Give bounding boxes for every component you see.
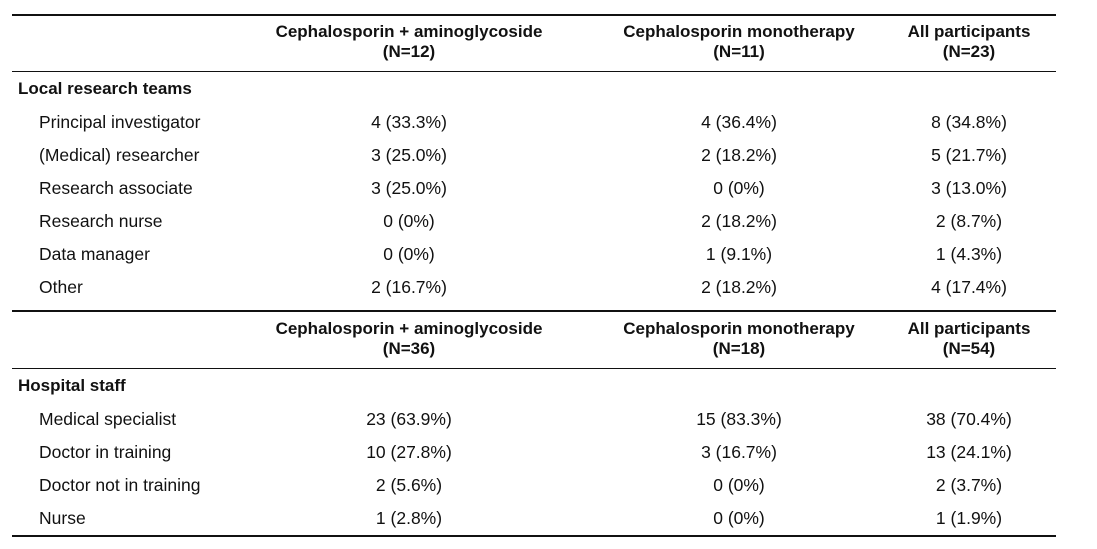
row-value: 1 (4.3%) — [935, 244, 1003, 264]
row-value: 3 (25.0%) — [371, 145, 447, 165]
row-value: 23 (63.9%) — [366, 409, 452, 429]
table-row — [12, 139, 1056, 172]
row-value: 4 (36.4%) — [701, 112, 777, 132]
row-value: 2 (18.2%) — [701, 145, 777, 165]
table-row — [12, 172, 1056, 205]
table-row — [12, 271, 1056, 304]
row-value: 2 (5.6%) — [375, 475, 443, 495]
row-label: Medical specialist — [39, 409, 177, 429]
row-value: 0 (0%) — [383, 244, 435, 264]
table-row — [12, 469, 1056, 502]
row-value: 2 (3.7%) — [935, 475, 1003, 495]
row-value: 0 (0%) — [713, 508, 765, 528]
header-n: (N=11) — [713, 42, 765, 61]
row-value: 5 (21.7%) — [931, 145, 1007, 165]
row-value: 1 (1.9%) — [935, 508, 1003, 528]
row-value: 1 (9.1%) — [705, 244, 773, 264]
row-value: 8 (34.8%) — [931, 112, 1007, 132]
table-row — [12, 403, 1056, 436]
row-label: Research associate — [39, 178, 193, 198]
row-label: (Medical) researcher — [39, 145, 200, 165]
bottom-rule — [12, 535, 1056, 537]
header-name: All participants — [907, 319, 1031, 338]
row-value: 1 (2.8%) — [375, 508, 443, 528]
row-value: 3 (25.0%) — [371, 178, 447, 198]
table-row — [12, 205, 1056, 238]
row-value: 2 (16.7%) — [371, 277, 447, 297]
row-label: Research nurse — [39, 211, 163, 231]
header-name: Cephalosporin + aminoglycoside — [275, 22, 543, 41]
row-value: 15 (83.3%) — [696, 409, 782, 429]
row-value: 4 (17.4%) — [931, 277, 1007, 297]
row-value: 2 (8.7%) — [935, 211, 1003, 231]
row-label: Doctor in training — [39, 442, 172, 462]
row-value: 3 (16.7%) — [701, 442, 777, 462]
table-row — [12, 106, 1056, 139]
header-n: (N=12) — [382, 42, 436, 61]
table2-header-col1 — [249, 319, 569, 359]
top-rule — [12, 14, 1056, 16]
row-value: 2 (18.2%) — [701, 211, 777, 231]
header-n: (N=23) — [942, 42, 996, 61]
row-label: Nurse — [39, 508, 86, 528]
row-value: 13 (24.1%) — [926, 442, 1012, 462]
table1-header-col2 — [584, 22, 894, 62]
table1-header-col1 — [249, 22, 569, 62]
header-n: (N=54) — [942, 339, 996, 358]
header-rule — [12, 71, 1056, 72]
header-name: Cephalosporin monotherapy — [623, 22, 855, 41]
row-value: 38 (70.4%) — [926, 409, 1012, 429]
row-value: 0 (0%) — [383, 211, 435, 231]
header-name: Cephalosporin monotherapy — [623, 319, 855, 338]
section-title-local-research-teams: Local research teams — [18, 79, 192, 98]
row-value: 10 (27.8%) — [366, 442, 452, 462]
table-row — [12, 436, 1056, 469]
table2-header-col3 — [884, 319, 1054, 359]
header-name: Cephalosporin + aminoglycoside — [275, 319, 543, 338]
header-rule — [12, 368, 1056, 369]
table-row — [12, 238, 1056, 271]
section-title-hospital-staff: Hospital staff — [18, 376, 126, 395]
row-value: 3 (13.0%) — [931, 178, 1007, 198]
table1-header-col3 — [884, 22, 1054, 62]
header-name: All participants — [907, 22, 1031, 41]
row-value: 0 (0%) — [713, 178, 765, 198]
row-label: Doctor not in training — [39, 475, 201, 495]
row-value: 0 (0%) — [713, 475, 765, 495]
table-row — [12, 502, 1056, 535]
table2-header-col2 — [584, 319, 894, 359]
row-value: 2 (18.2%) — [701, 277, 777, 297]
row-value: 4 (33.3%) — [371, 112, 447, 132]
header-n: (N=18) — [712, 339, 766, 358]
row-label: Principal investigator — [39, 112, 201, 132]
row-label: Data manager — [39, 244, 150, 264]
header-n: (N=36) — [382, 339, 436, 358]
section-divider-rule — [12, 310, 1056, 312]
row-label: Other — [39, 277, 83, 297]
